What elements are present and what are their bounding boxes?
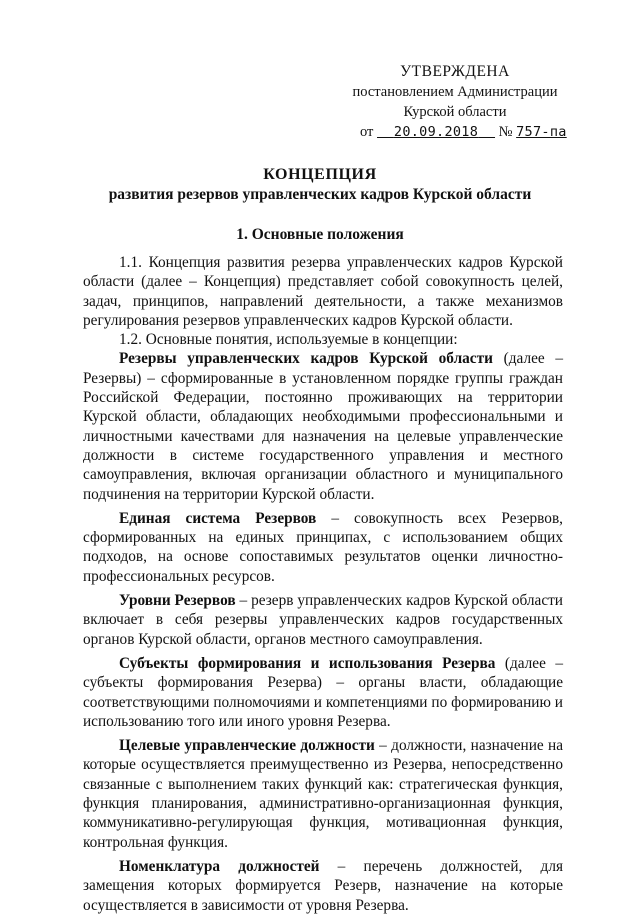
definition-subjects: Субъекты формирования и использования Резерва (далее – субъекты формирования Резерва) – органы власти, обладающие соответствующими полномочиями и компетенциями по формированию и использованию того или иного уровня Резерва.	[83, 654, 563, 730]
definition-target-positions: Целевые управленческие должности – должности, назначение на которые осуществляется преимущественно из Резерва, непосредственно связанные с выполнением таких функций как: стратегическая функция, функция планирования, административно-организационная функция, коммуникативно-регулирующая функция, мотивационная функция, контрольная функция.	[83, 737, 563, 851]
document-title: КОНЦЕПЦИЯ	[263, 166, 377, 183]
definition-term: Уровни Резервов	[119, 592, 236, 610]
paragraph-1-1: 1.1. Концепция развития резерва управленческих кадров Курской области (далее – Концепция) представляет собой совокупность целей, задач, принципов, направлений деятельности, а также механизмов регулирования резервов управленческих кадров Курской области.	[83, 254, 563, 329]
approval-number: 757-па	[516, 124, 567, 140]
definition-nomenclature: Номенклатура должностей – перечень должностей, для замещения которых формируется Резерв, назначение на которые осуществляется в зависимости от уровня Резерва.	[83, 857, 563, 914]
definition-levels: Уровни Резервов – резерв управленческих кадров Курской области включает в себя резервы управленческих кадров государственных органов Курской области, органов местного самоуправления.	[83, 592, 563, 648]
document-body	[83, 253, 563, 915]
approval-line-2: Курской области	[403, 104, 507, 120]
number-sign: №	[498, 124, 513, 140]
section-heading: 1. Основные положения	[236, 226, 404, 243]
paragraph-1-2: 1.2. Основные понятия, используемые в концепции:	[119, 331, 458, 349]
document-subtitle: развития резервов управленческих кадров Курской области	[108, 186, 532, 203]
definition-term: Номенклатура должностей	[119, 857, 320, 875]
from-label: от	[360, 124, 374, 140]
approval-date-line	[340, 122, 570, 142]
definition-term: Резервы управленческих кадров Курской области	[119, 350, 493, 368]
approved-label: УТВЕРЖДЕНА	[400, 63, 510, 80]
definition-reserves: Резервы управленческих кадров Курской области (далее – Резервы) – сформированные в установленном порядке группы граждан Российской Федерации, постоянно проживающих на территории Курской области, обладающих необходимыми профессиональными и личностными качествами для назначения на целевые управленческие должности в системе государственного управления и местного самоуправления, включая организации областного и муниципального подчинения на территории Курской области.	[83, 350, 564, 503]
definition-unified-system: Единая система Резервов – совокупность всех Резервов, сформированных на единых принципах, с использованием общих подходов, на основе сопоставимых результатов оценки личностно-профессиональных ресурсов.	[83, 509, 563, 585]
definition-term: Целевые управленческие должности	[119, 737, 375, 755]
approval-date: 20.09.2018	[393, 124, 479, 140]
definition-term: Субъекты формирования и использования Резерва	[119, 654, 496, 672]
approval-stamp	[340, 62, 570, 142]
definition-term: Единая система Резервов	[119, 509, 317, 527]
approval-line-1: постановлением Администрации	[352, 84, 558, 100]
